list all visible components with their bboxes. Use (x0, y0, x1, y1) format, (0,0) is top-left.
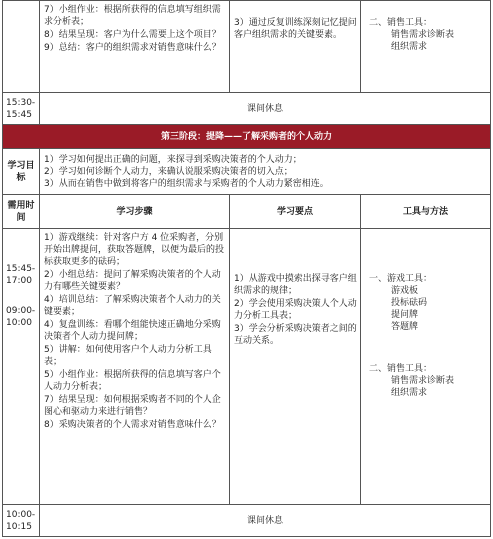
key-point-item: 1）从游戏中摸索出探寻客户组织需求的规律； (234, 274, 357, 296)
main-time-cell (3, 229, 40, 505)
tool-item: 提问牌 (391, 310, 419, 320)
step-item: 4）复盘训练：看哪个组能快速正确地分采购决策者个人动力提问牌； (44, 320, 221, 342)
top-steps-list (40, 1, 229, 57)
header-time: 需用时间 (3, 195, 40, 229)
top-points-cell (230, 1, 361, 93)
step-item: 2）小组总结：提问了解采购决策者的个人动力有哪些关键要素？ (44, 270, 221, 292)
key-point-item: 3）通过反复训练深刻记忆提问客户组织需求的关键要素。 (234, 18, 357, 40)
tool-item: 游戏板 (391, 286, 419, 296)
step-item: 9）总结：客户的组织需求对销售意味什么？ (44, 43, 221, 53)
objective-item: 2）学习如何诊断个人动力，来确认说服采购决策者的切入点； (44, 166, 293, 177)
step-item: 7）结果呈现：如何根据采购者不同的个人企图心和驱动力来进行销售？ (44, 395, 221, 417)
header-steps: 学习步骤 (40, 195, 230, 229)
main-steps-cell (40, 229, 230, 505)
tool-item: 销售需求诊断表 (391, 30, 455, 40)
main-tools1-items (369, 285, 486, 333)
top-tools-title: 二、销售工具： (369, 18, 433, 28)
break-2-label: 课间休息 (40, 505, 491, 537)
main-points-list (230, 229, 360, 350)
top-time-cell (3, 1, 40, 93)
header-points: 学习要点 (230, 195, 361, 229)
step-item: 5）小组作业：根据所获得的信息填写客户个人动力分析表； (44, 370, 221, 392)
objective-item: 3）从而在销售中做到将客户的组织需求与采购者的个人动力紧密相连。 (44, 178, 329, 189)
step-item: 4）培训总结：了解采购决策者个人动力的关键要素； (44, 295, 221, 317)
main-tools2-items (369, 375, 486, 399)
objective-item: 1）学习如何提出正确的问题，来探寻到采购决策者的个人动力； (44, 154, 302, 165)
main-block-row (3, 229, 491, 505)
main-tools-cell (361, 229, 491, 505)
step-item: 7）小组作业：根据所获得的信息填写组织需求分析表； (44, 5, 221, 27)
tool-item: 组织需求 (391, 388, 428, 398)
step-item: 5）讲解：如何使用客户个人动力分析工具表； (44, 345, 212, 367)
key-point-item: 3）学会分析采购决策者之间的互动关系。 (234, 324, 357, 346)
top-block-row (3, 1, 491, 93)
break-row-2 (3, 505, 491, 537)
objectives-label: 学习目标 (3, 149, 40, 195)
main-time-a: 15:45-17:00 (6, 264, 36, 286)
main-steps-list (40, 229, 229, 434)
schedule-table (2, 0, 491, 537)
tool-item: 销售需求诊断表 (391, 376, 455, 386)
tool-item: 答题牌 (391, 322, 419, 332)
objectives-cell (40, 149, 491, 195)
main-time-b: 09:00-10:00 (6, 306, 36, 328)
objectives-list (40, 151, 490, 193)
break-2-time: 10:00-10:15 (3, 505, 40, 537)
objectives-row (3, 149, 491, 195)
key-point-item: 2）学会使用采购决策人个人动力分析工具表； (234, 299, 357, 321)
tool-item: 投标砝码 (391, 298, 428, 308)
phase-row (3, 125, 491, 149)
main-tools1-title: 一、游戏工具： (369, 274, 433, 284)
top-steps-cell (40, 1, 230, 93)
step-item: 1）游戏继续：针对客户方 4 位采购者，分别开始出牌提问，获取答题牌，以便为最后的投标获取更多的砝码； (44, 233, 225, 267)
top-tools-cell (361, 1, 491, 93)
break-1-time: 15:30-15:45 (3, 93, 40, 125)
main-tools2-title: 二、销售工具： (369, 364, 433, 374)
top-points-list (230, 1, 360, 44)
header-tools: 工具与方法 (361, 195, 491, 229)
break-1-label: 课间休息 (40, 93, 491, 125)
main-points-cell (230, 229, 361, 505)
step-item: 8）结果呈现：客户为什么需要上这个项目？ (44, 30, 221, 40)
top-tools-items (369, 29, 486, 53)
phase-title: 第三阶段：提降——了解采购者的个人动力 (3, 125, 491, 149)
break-row-1 (3, 93, 491, 125)
header-row (3, 195, 491, 229)
step-item: 8）采购决策者的个人需求对销售意味什么？ (44, 420, 221, 430)
tool-item: 组织需求 (391, 42, 428, 52)
